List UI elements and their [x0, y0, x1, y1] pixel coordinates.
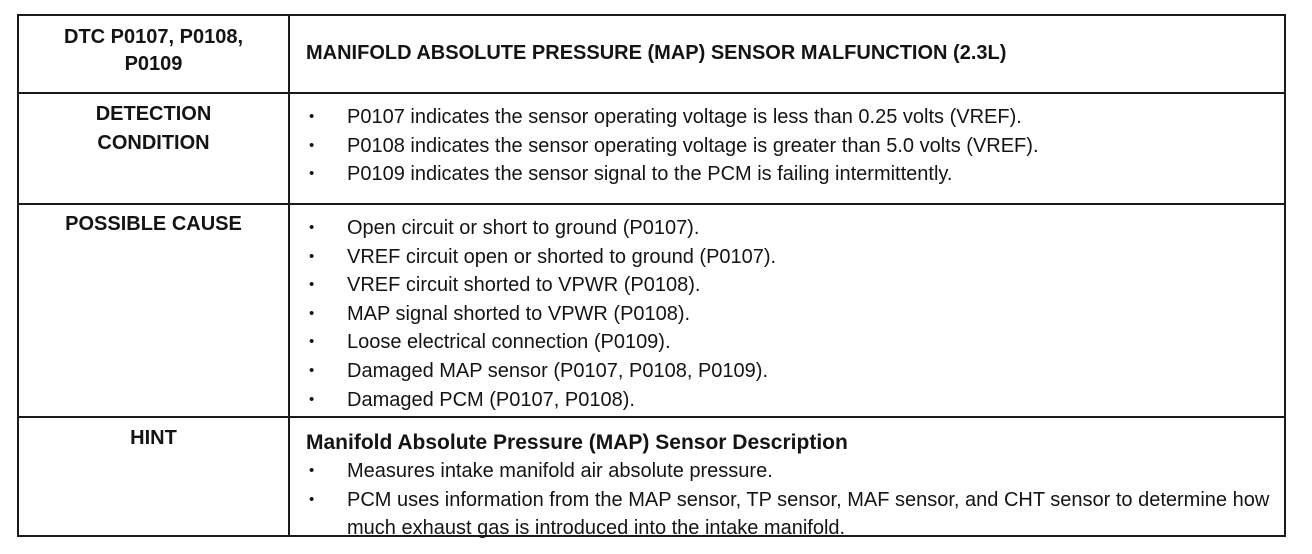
list-item	[306, 357, 1284, 386]
dtc-table	[17, 14, 1286, 540]
hint-cell	[290, 418, 1284, 540]
cause-item-text: Damaged PCM (P0107, P0108).	[347, 388, 635, 411]
bullet-icon: •	[309, 333, 315, 351]
cause-item-text: Damaged MAP sensor (P0107, P0108, P0109).	[347, 359, 768, 382]
detection-condition-label	[19, 94, 290, 203]
detection-condition-row	[19, 92, 1284, 203]
dtc-title: MANIFOLD ABSOLUTE PRESSURE (MAP) SENSOR MALFUNCTION (2.3L)	[306, 42, 1007, 64]
list-item	[306, 132, 1284, 161]
possible-cause-cell	[290, 205, 1284, 416]
dtc-code-line-2: P0109	[124, 53, 183, 75]
cause-item-text: VREF circuit open or shorted to ground (P0107).	[347, 245, 777, 268]
bullet-icon: •	[309, 219, 315, 236]
list-item	[306, 457, 1284, 486]
possible-cause-label: POSSIBLE CAUSE	[19, 205, 290, 416]
dtc-code-line-1: DTC P0107, P0108,	[64, 26, 243, 48]
cause-item-text: MAP signal shorted to VPWR (P0108).	[347, 302, 691, 325]
list-item	[306, 214, 1284, 243]
detection-item-text: P0107 indicates the sensor operating voltage is less than 0.25 volts (VREF).	[347, 106, 1022, 128]
hint-item-text: Measures intake manifold air absolute pressure.	[347, 460, 773, 482]
detection-label-line-1: DETECTION	[95, 103, 212, 125]
list-item	[306, 271, 1284, 300]
bullet-icon: •	[309, 490, 315, 508]
list-item	[306, 300, 1284, 329]
list-item	[306, 160, 1284, 189]
detection-list	[306, 103, 1284, 189]
dtc-code-label	[19, 16, 290, 92]
hint-label: HINT	[19, 418, 290, 536]
detection-item-text: P0109 indicates the sensor signal to the PCM is failing intermittently.	[347, 163, 953, 186]
bullet-icon: •	[309, 276, 315, 294]
cause-item-text: Open circuit or short to ground (P0107).	[347, 217, 700, 239]
detection-label-line-2: CONDITION	[97, 132, 210, 154]
dtc-title-cell	[290, 16, 1284, 92]
bullet-icon: •	[309, 136, 315, 154]
cause-item-text: Loose electrical connection (P0109).	[347, 331, 671, 354]
cause-list	[306, 214, 1284, 414]
detection-item-text: P0108 indicates the sensor operating voltage is greater than 5.0 volts (VREF).	[347, 134, 1039, 157]
hint-item-text: PCM uses information from the MAP sensor, TP sensor, MAF sensor, and CHT sensor to determine how much exhaust gas is introduced into the intake manifold.	[347, 488, 1270, 540]
possible-cause-row	[19, 203, 1284, 416]
hint-row	[19, 416, 1284, 540]
bullet-icon: •	[309, 108, 315, 125]
cause-item-text: VREF circuit shorted to VPWR (P0108).	[347, 274, 701, 297]
list-item	[306, 486, 1284, 543]
bullet-icon: •	[309, 462, 315, 479]
hint-list	[306, 457, 1284, 543]
list-item	[306, 103, 1284, 132]
code-row	[19, 16, 1284, 92]
hint-heading: Manifold Absolute Pressure (MAP) Sensor Description	[306, 431, 848, 454]
list-item	[306, 328, 1284, 357]
bullet-icon: •	[309, 165, 315, 183]
detection-condition-cell	[290, 94, 1284, 203]
bullet-icon: •	[309, 247, 315, 265]
bullet-icon: •	[309, 390, 315, 408]
list-item	[306, 386, 1284, 415]
bullet-icon: •	[309, 361, 315, 379]
bullet-icon: •	[309, 304, 315, 322]
list-item	[306, 243, 1284, 272]
